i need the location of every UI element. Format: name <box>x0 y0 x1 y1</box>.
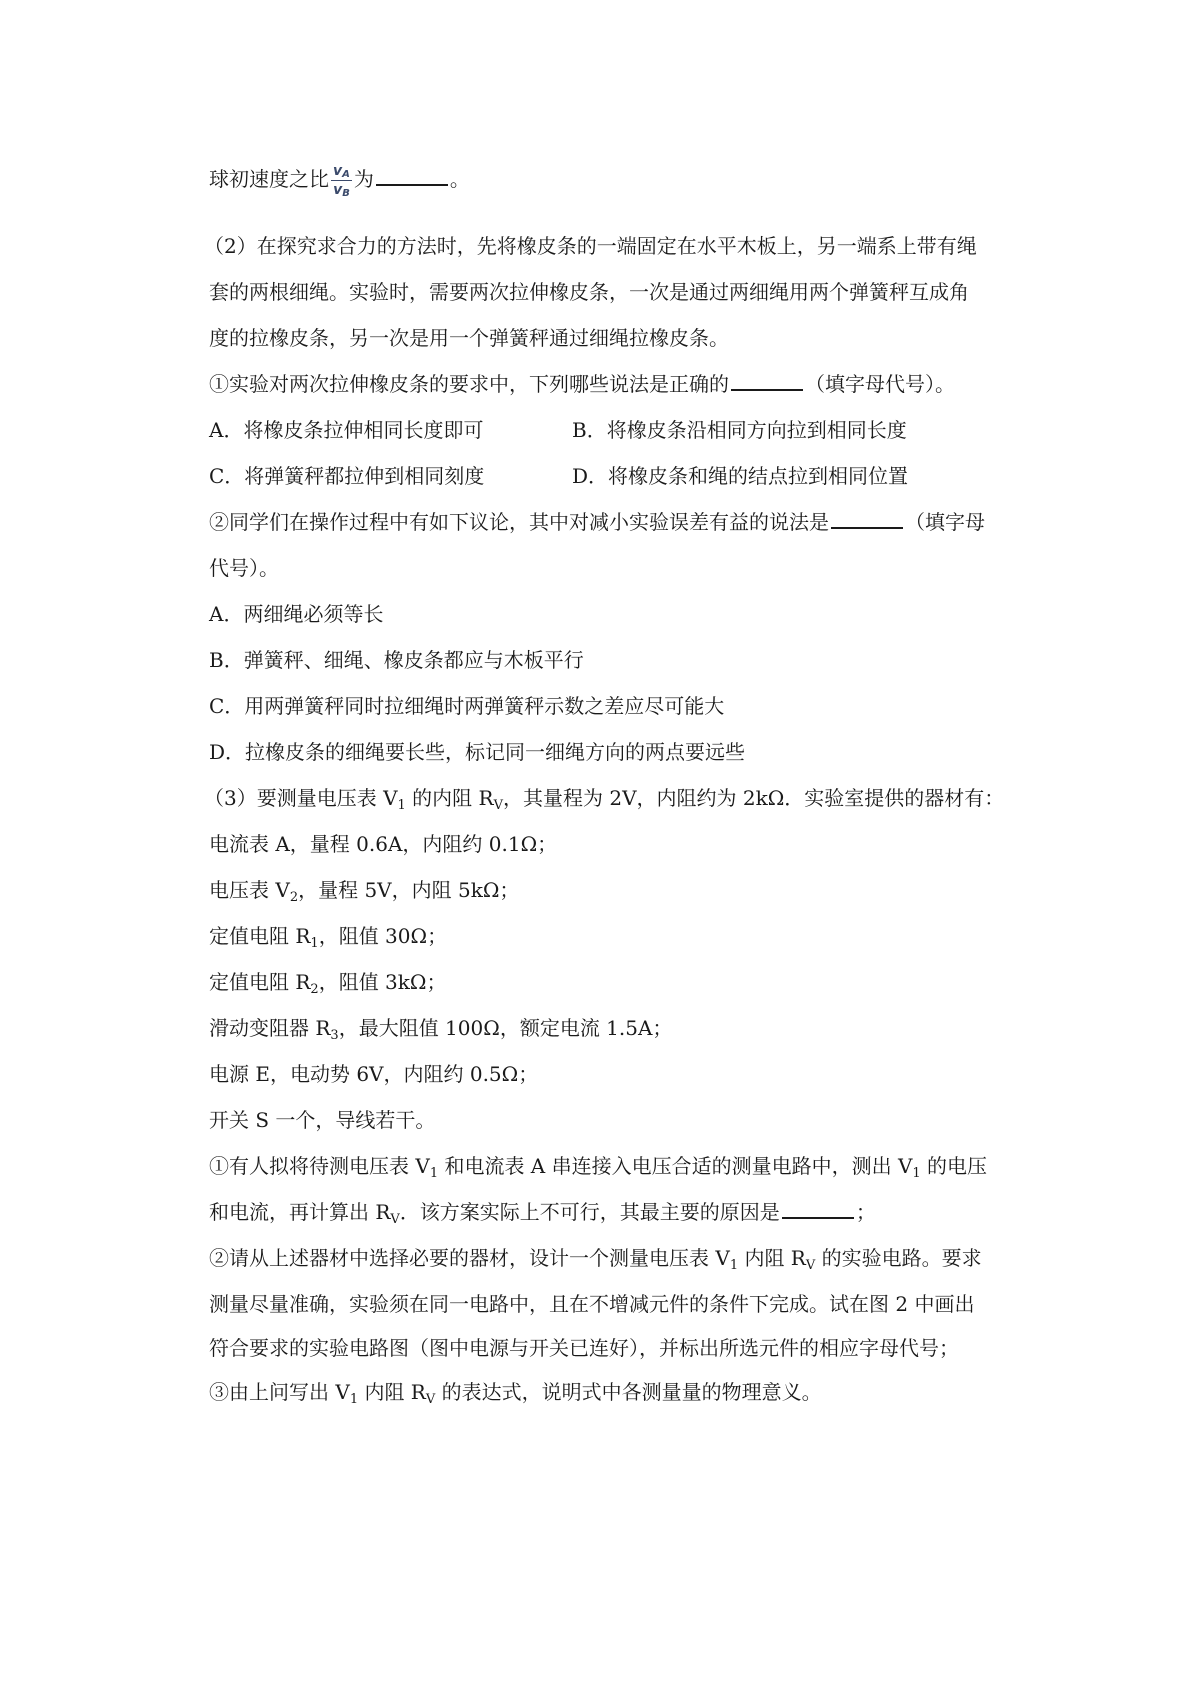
fraction-denominator: $v_B$ <box>333 182 350 199</box>
line-velocity-ratio: 球初速度之比 $\frac{v_A}{v_B}$ 为 。 <box>209 163 470 199</box>
equipment-voltmeter-v2: 电压表 $V_2$，量程 5V，内阻 5kΩ； <box>209 878 520 905</box>
equipment-ammeter: 电流表 A，量程 0.6A，内阻约 0.1Ω； <box>209 832 558 856</box>
subquestion3-line: ③由上问写出 $V_1$ 内阻 $R_V$ 的表达式，说明式中各测量量的物理意义。 <box>209 1380 822 1407</box>
part2-intro-line2: 套的两根细绳。实验时，需要两次拉伸橡皮条，一次是通过两细绳用两个弹簧秤互成角 <box>209 280 969 304</box>
part2-intro-line1: （2）在探究求合力的方法时，先将橡皮条的一端固定在水平木板上，另一端系上带有绳 <box>204 234 977 258</box>
answer-blank[interactable] <box>831 509 903 529</box>
subquestion2-line2: 测量尽量准确，实验须在同一电路中，且在不增减元件的条件下完成。试在图 2 中画出 <box>209 1292 975 1316</box>
question2-option-a: A．两细绳必须等长 <box>209 602 384 626</box>
equipment-resistor-r1: 定值电阻 $R_1$，阻值 30Ω； <box>209 924 448 951</box>
question2-option-d: D．拉橡皮条的细绳要长些，标记同一细绳方向的两点要远些 <box>209 740 746 764</box>
part3-intro: （3）要测量电压表 $V_1$ 的内阻 $R_V$，其量程为 2V，内阻约为 2kΩ．实验室提供的器材有： <box>204 786 1005 813</box>
question1-line: ①实验对两次拉伸橡皮条的要求中，下列哪些说法是正确的 （填字母代号）。 <box>209 372 955 396</box>
subquestion1-line1: ①有人拟将待测电压表 $V_1$ 和电流表 A 串连接入电压合适的测量电路中，测出 $V_1$ 的电压 <box>209 1154 988 1181</box>
ratio-text-pre: 球初速度之比 <box>209 167 329 191</box>
question2-option-b: B．弹簧秤、细绳、橡皮条都应与木板平行 <box>209 648 584 672</box>
equipment-rheostat-r3: 滑动变阻器 $R_3$，最大阻值 100Ω，额定电流 1.5A； <box>209 1016 673 1043</box>
question2-line-cont: 代号）。 <box>209 556 279 580</box>
subquestion2-line1: ②请从上述器材中选择必要的器材，设计一个测量电压表 $V_1$ 内阻 $R_V$ 的实验电路。要求 <box>209 1246 982 1273</box>
equipment-resistor-r2: 定值电阻 $R_2$，阻值 3kΩ； <box>209 970 447 997</box>
question1-option-d: D．将橡皮条和绳的结点拉到相同位置 <box>572 464 909 488</box>
question1-option-c: C．将弹簧秤都拉伸到相同刻度 <box>209 464 485 488</box>
equipment-switch: 开关 S 一个，导线若干。 <box>209 1108 436 1132</box>
question2-line: ②同学们在操作过程中有如下议论，其中对减小实验误差有益的说法是 （填字母 <box>209 510 985 534</box>
question1-option-a: A．将橡皮条拉伸相同长度即可 <box>209 418 484 442</box>
equipment-power-source: 电源 E，电动势 6V，内阻约 0.5Ω； <box>209 1062 539 1086</box>
vA-over-vB-fraction <box>331 162 352 199</box>
question1-option-b: B．将橡皮条沿相同方向拉到相同长度 <box>572 418 907 442</box>
question2-option-c: C．用两弹簧秤同时拉细绳时两弹簧秤示数之差应尽可能大 <box>209 694 725 718</box>
subquestion2-line3: 符合要求的实验电路图（图中电源与开关已连好），并标出所选元件的相应字母代号； <box>209 1336 959 1360</box>
fraction-numerator: $v_A$ <box>333 163 350 180</box>
answer-blank[interactable] <box>376 166 448 186</box>
subquestion1-line2: 和电流，再计算出 $R_V$．该方案实际上不可行，其最主要的原因是 ； <box>209 1200 876 1227</box>
answer-blank[interactable] <box>782 1199 854 1219</box>
answer-blank[interactable] <box>731 371 803 391</box>
ratio-text-post: 为 <box>353 167 374 191</box>
part2-intro-line3: 度的拉橡皮条，另一次是用一个弹簧秤通过细绳拉橡皮条。 <box>209 326 729 350</box>
